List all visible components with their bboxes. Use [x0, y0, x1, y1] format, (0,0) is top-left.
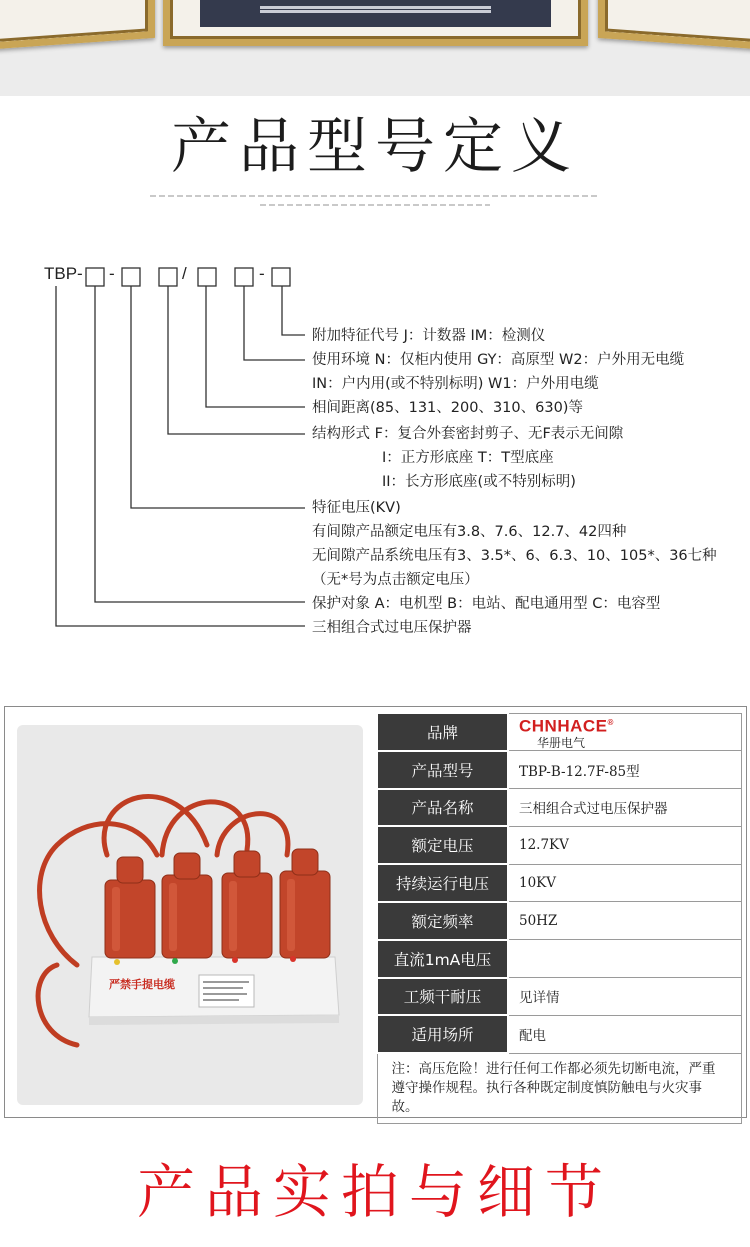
spec-key: 产品型号 — [377, 751, 508, 789]
spec-value — [508, 940, 742, 978]
code-separator: / — [182, 264, 187, 283]
spec-row-brand — [377, 713, 742, 751]
table-row — [377, 826, 742, 864]
code-box-5 — [235, 268, 253, 286]
spec-key: 直流1mA电压 — [377, 940, 508, 978]
spec-value: 10KV — [508, 864, 742, 902]
model-definition-diagram — [0, 250, 750, 650]
definition-environment: 使用环境 N：仅柜内使用 GY：高原型 W2：户外用无电缆 — [312, 352, 685, 368]
model-code-prefix: TBP- — [44, 264, 83, 283]
definition-structure-base-1: I：正方形底座 T：T型底座 — [382, 450, 554, 466]
bottom-section-title: 产品实拍与细节 — [136, 1158, 613, 1226]
section-title: 产品型号定义 — [171, 112, 579, 182]
spec-table — [376, 712, 742, 1124]
warning-label: 严禁手提电缆 — [109, 978, 175, 991]
definition-structure: 结构形式 F：复合外套密封剪子、无F表示无间隙 — [312, 426, 624, 442]
table-row — [377, 789, 742, 827]
table-row — [377, 1015, 742, 1053]
product-info-block — [4, 706, 747, 1118]
certificate-frame-center — [163, 0, 588, 46]
definition-environment-cont: IN：户内用(或不特别标明) W1：户外用电缆 — [312, 376, 599, 392]
definition-additional-code: 附加特征代号 J：计数器 IM：检测仪 — [312, 328, 546, 344]
spec-value: 三相组合式过电压保护器 — [508, 789, 742, 827]
spec-key: 额定电压 — [377, 826, 508, 864]
definition-structure-base-2: II：长方形底座(或不特别标明) — [382, 474, 576, 490]
spec-value: 配电 — [508, 1015, 742, 1053]
spec-key: 额定频率 — [377, 902, 508, 940]
code-box-3 — [159, 268, 177, 286]
table-row — [377, 902, 742, 940]
table-row — [377, 751, 742, 789]
code-box-6 — [272, 268, 290, 286]
table-row — [377, 864, 742, 902]
code-box-2 — [122, 268, 140, 286]
decorative-subtitle-lines — [150, 195, 600, 213]
definition-voltage-nogap: 无间隙产品系统电压有3、3.5*、6、6.3、10、105*、36七种 — [312, 548, 717, 564]
certificate-frame-left — [0, 0, 155, 50]
certificate-frame-right — [598, 0, 750, 50]
spec-key: 持续运行电压 — [377, 864, 508, 902]
table-row — [377, 940, 742, 978]
code-separator: - — [259, 264, 265, 283]
brand-logo-cell — [508, 713, 742, 751]
safety-note: 注：高压危险！进行任何工作都必须先切断电流，严重遵守操作规程。执行各种既定制度慎防触电与火灾事故。 — [377, 1053, 742, 1123]
table-row — [377, 978, 742, 1016]
spec-key: 工频干耐压 — [377, 978, 508, 1016]
definition-phase-distance: 相间距离(85、131、200、310、630)等 — [312, 400, 583, 416]
spec-key: 产品名称 — [377, 789, 508, 827]
model-diagram-lines — [0, 250, 750, 650]
brand-subtitle: 华册电气 — [537, 735, 586, 750]
definition-protection-target: 保护对象 A：电机型 B：电站、配电通用型 C：电容型 — [312, 596, 661, 612]
brand-logo: CHNHACE® — [519, 716, 614, 736]
certificate-banner — [0, 0, 750, 96]
surge-protector-image — [17, 725, 363, 1105]
safety-note-row — [377, 1053, 742, 1123]
spec-key: 适用场所 — [377, 1015, 508, 1053]
code-separator: - — [109, 264, 115, 283]
spec-value: 50HZ — [508, 902, 742, 940]
definition-voltage-gap: 有间隙产品额定电压有3.8、7.6、12.7、42四种 — [312, 524, 627, 540]
spec-key: 品牌 — [377, 713, 508, 751]
code-box-1 — [86, 268, 104, 286]
product-photo — [17, 725, 363, 1105]
code-box-4 — [198, 268, 216, 286]
spec-value: 见详情 — [508, 978, 742, 1016]
definition-voltage-note: （无*号为点击额定电压） — [312, 572, 479, 588]
spec-value: TBP-B-12.7F-85型 — [508, 751, 742, 789]
spec-value: 12.7KV — [508, 826, 742, 864]
definition-product-type: 三相组合式过电压保护器 — [312, 620, 472, 636]
definition-voltage: 特征电压(KV) — [312, 500, 401, 516]
